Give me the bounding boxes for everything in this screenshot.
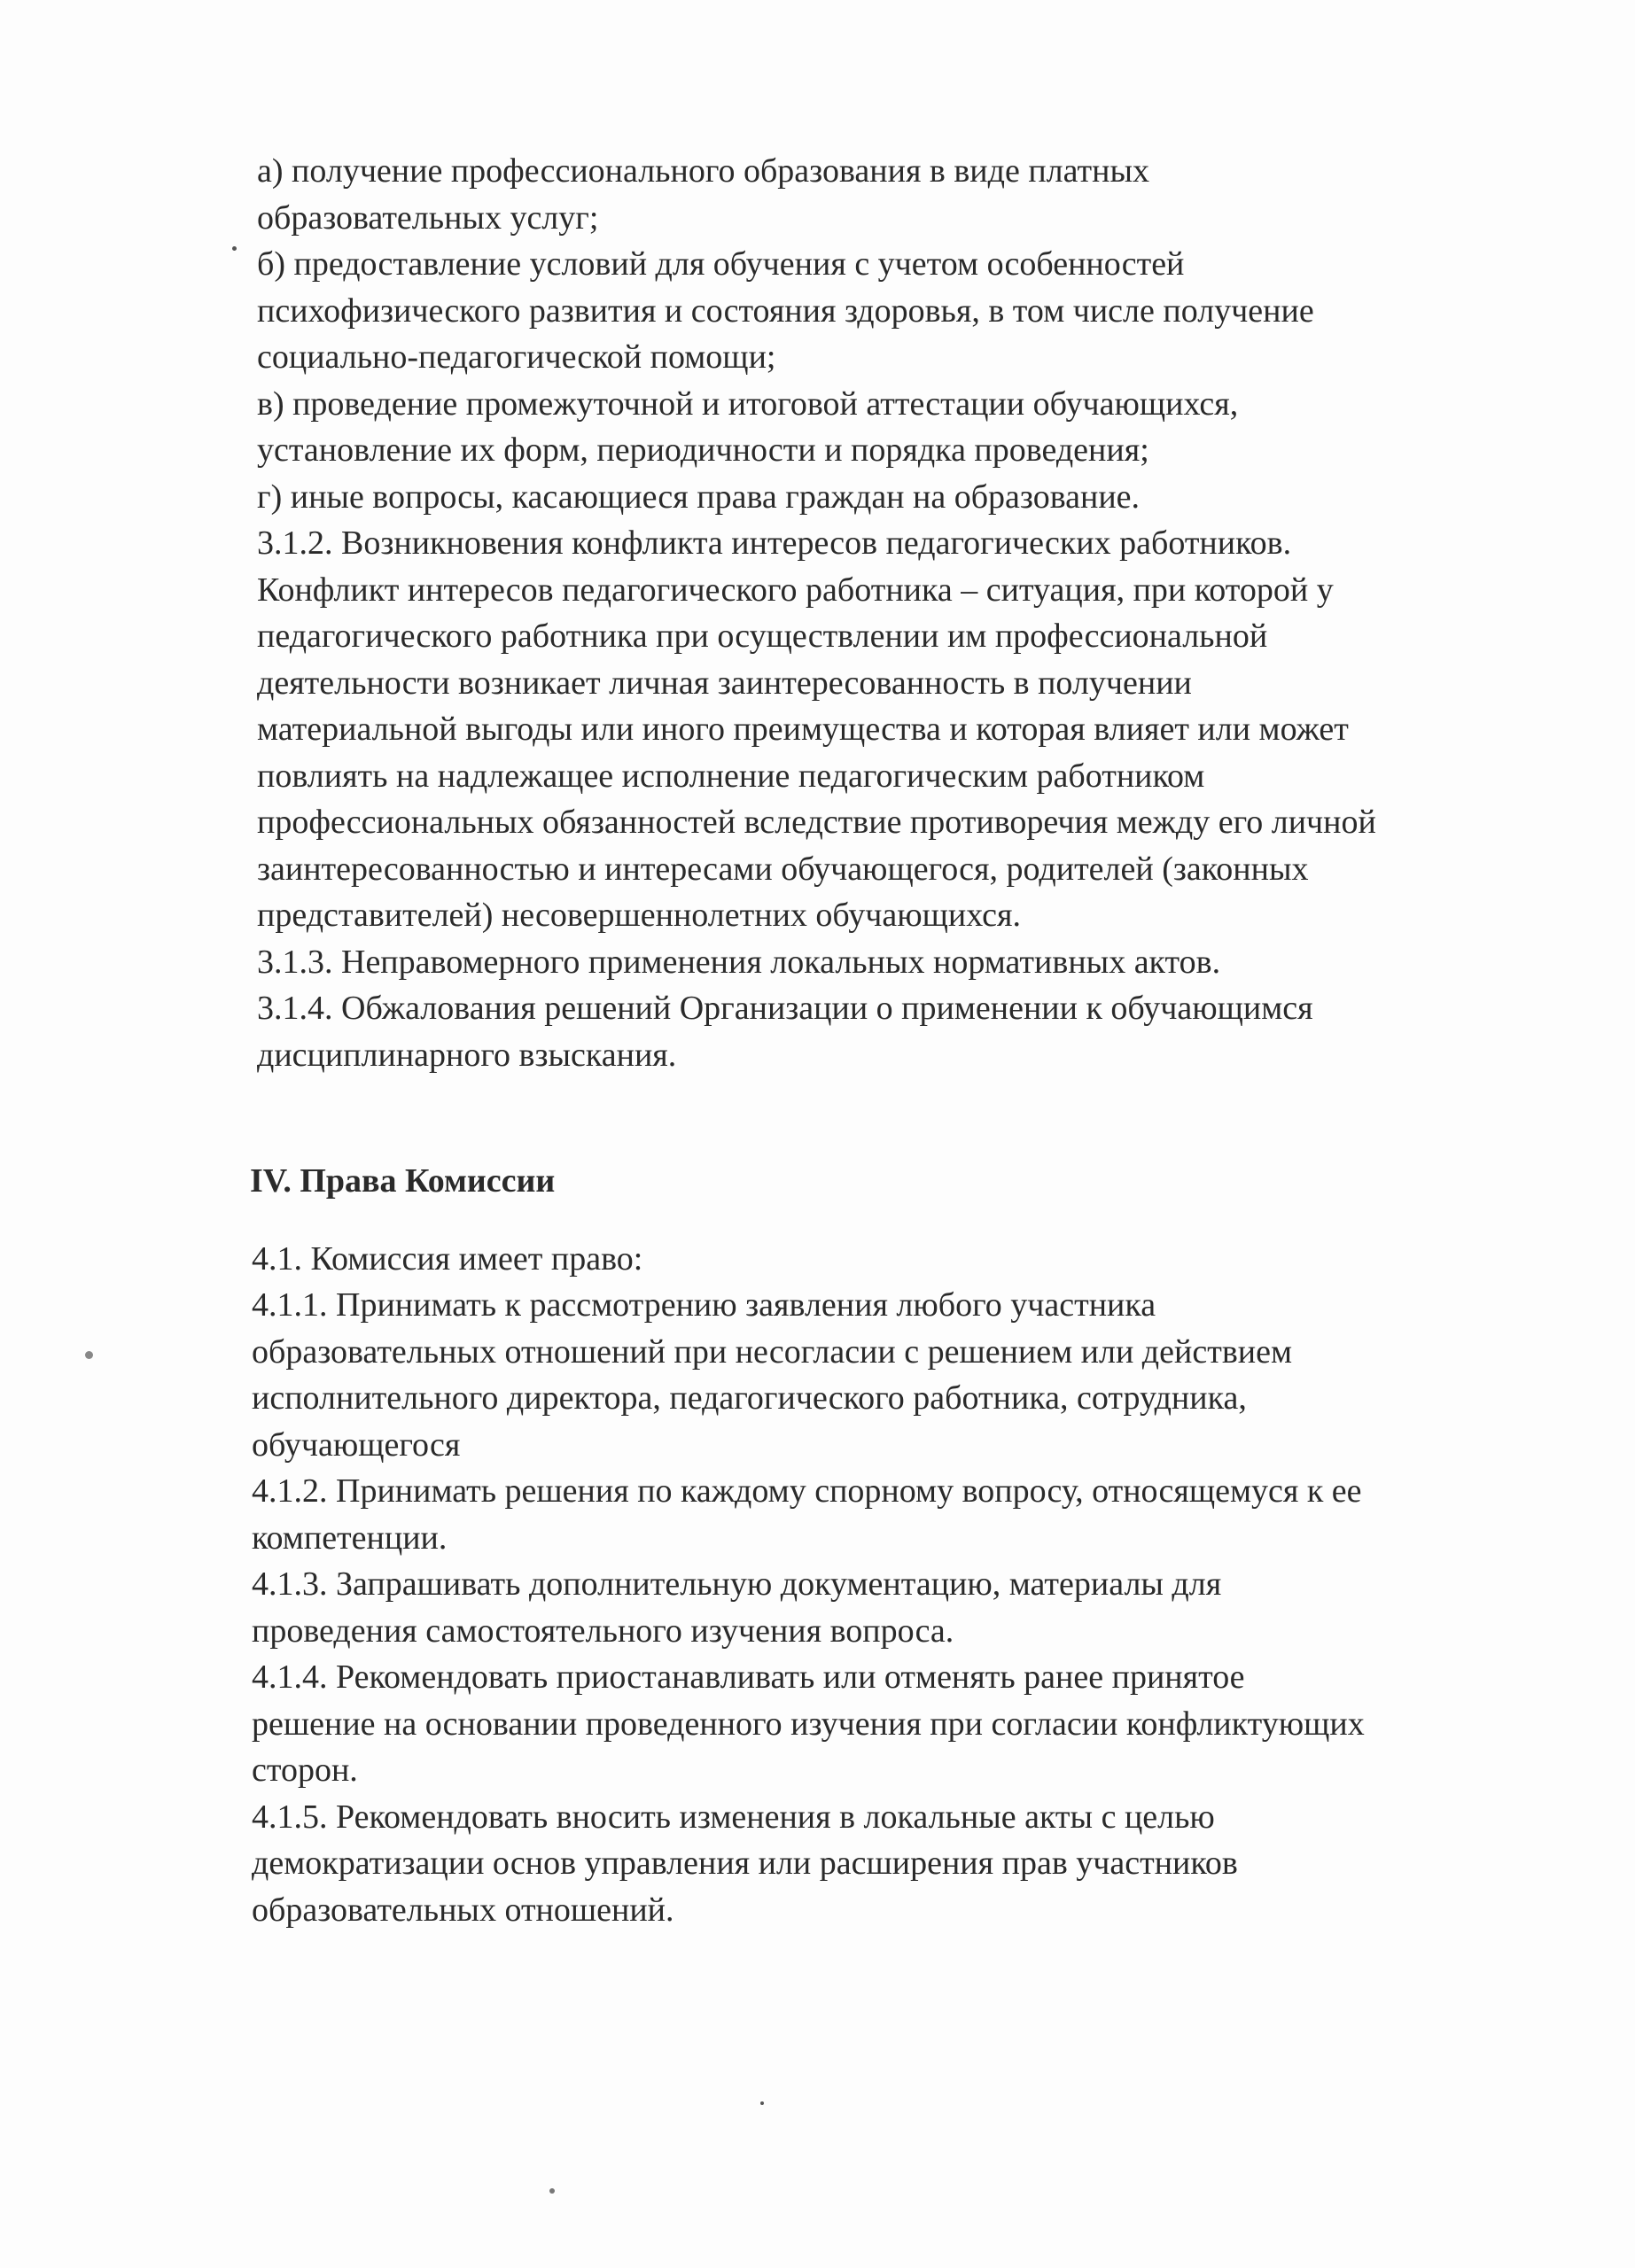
text-line: деятельности возникает личная заинтересованность в получении bbox=[257, 664, 1192, 702]
text-line: г) иные вопросы, касающиеся права граждан на образование. bbox=[257, 478, 1141, 516]
text-line: педагогического работника при осуществлении им профессиональной bbox=[257, 617, 1268, 655]
clause-4-1-2: 4.1.2. Принимать решения по каждому спорному вопросу, относящемуся к ее bbox=[252, 1472, 1362, 1510]
scan-speck bbox=[760, 2101, 764, 2105]
text-line: проведения самостоятельного изучения вопроса. bbox=[252, 1612, 954, 1650]
text-line: представителей) несовершеннолетних обучающихся. bbox=[257, 897, 1022, 934]
text-line: Конфликт интересов педагогического работника – ситуация, при которой у bbox=[257, 571, 1334, 609]
text-line: образовательных отношений. bbox=[252, 1891, 674, 1929]
text-line: в) проведение промежуточной и итоговой аттестации обучающихся, bbox=[257, 385, 1239, 423]
text-line: образовательных отношений при несогласии с решением или действием bbox=[252, 1333, 1293, 1371]
text-line: сторон. bbox=[252, 1751, 358, 1789]
text-line: социально-педагогической помощи; bbox=[257, 338, 776, 376]
text-line: обучающегося bbox=[252, 1426, 461, 1464]
clause-4-1: 4.1. Комиссия имеет право: bbox=[252, 1240, 643, 1278]
text-line: профессиональных обязанностей вследствие противоречия между его личной bbox=[257, 804, 1376, 841]
scan-speck bbox=[232, 246, 237, 251]
text-line: установление их форм, периодичности и порядка проведения; bbox=[257, 431, 1149, 469]
text-line: а) получение профессионального образования в виде платных bbox=[257, 152, 1149, 190]
clause-3-1-2: 3.1.2. Возникновения конфликта интересов педагогических работников. bbox=[257, 524, 1292, 562]
clause-4-1-4: 4.1.4. Рекомендовать приостанавливать или отменять ранее принятое bbox=[252, 1658, 1245, 1696]
clause-4-1-5: 4.1.5. Рекомендовать вносить изменения в локальные акты с целью bbox=[252, 1798, 1215, 1836]
clause-4-1-1: 4.1.1. Принимать к рассмотрению заявления любого участника bbox=[252, 1286, 1156, 1324]
text-line: материальной выгоды или иного преимущества и которая влияет или может bbox=[257, 711, 1349, 748]
text-line: компетенции. bbox=[252, 1519, 448, 1557]
text-line: демократизации основ управления или расширения прав участников bbox=[252, 1845, 1238, 1882]
text-line: образовательных услуг; bbox=[257, 199, 599, 237]
scan-speck bbox=[549, 2188, 555, 2194]
section-heading: IV. Права Комиссии bbox=[250, 1162, 556, 1200]
clause-3-1-3: 3.1.3. Неправомерного применения локальных нормативных актов. bbox=[257, 944, 1221, 981]
text-line: заинтересованностью и интересами обучающегося, родителей (законных bbox=[257, 850, 1309, 888]
text-line: дисциплинарного взыскания. bbox=[257, 1037, 677, 1074]
text-line: повлиять на надлежащее исполнение педагогическим работником bbox=[257, 757, 1205, 795]
text-line: решение на основании проведенного изучения при согласии конфликтующих bbox=[252, 1705, 1365, 1743]
scan-speck bbox=[85, 1351, 93, 1359]
clause-3-1-4: 3.1.4. Обжалования решений Организации о применении к обучающимся bbox=[257, 990, 1313, 1027]
text-line: б) предоставление условий для обучения с учетом особенностей bbox=[257, 245, 1185, 283]
text-line: психофизического развития и состояния здоровья, в том числе получение bbox=[257, 292, 1314, 330]
text-line: исполнительного директора, педагогического работника, сотрудника, bbox=[252, 1379, 1247, 1417]
clause-4-1-3: 4.1.3. Запрашивать дополнительную документацию, материалы для bbox=[252, 1565, 1222, 1603]
